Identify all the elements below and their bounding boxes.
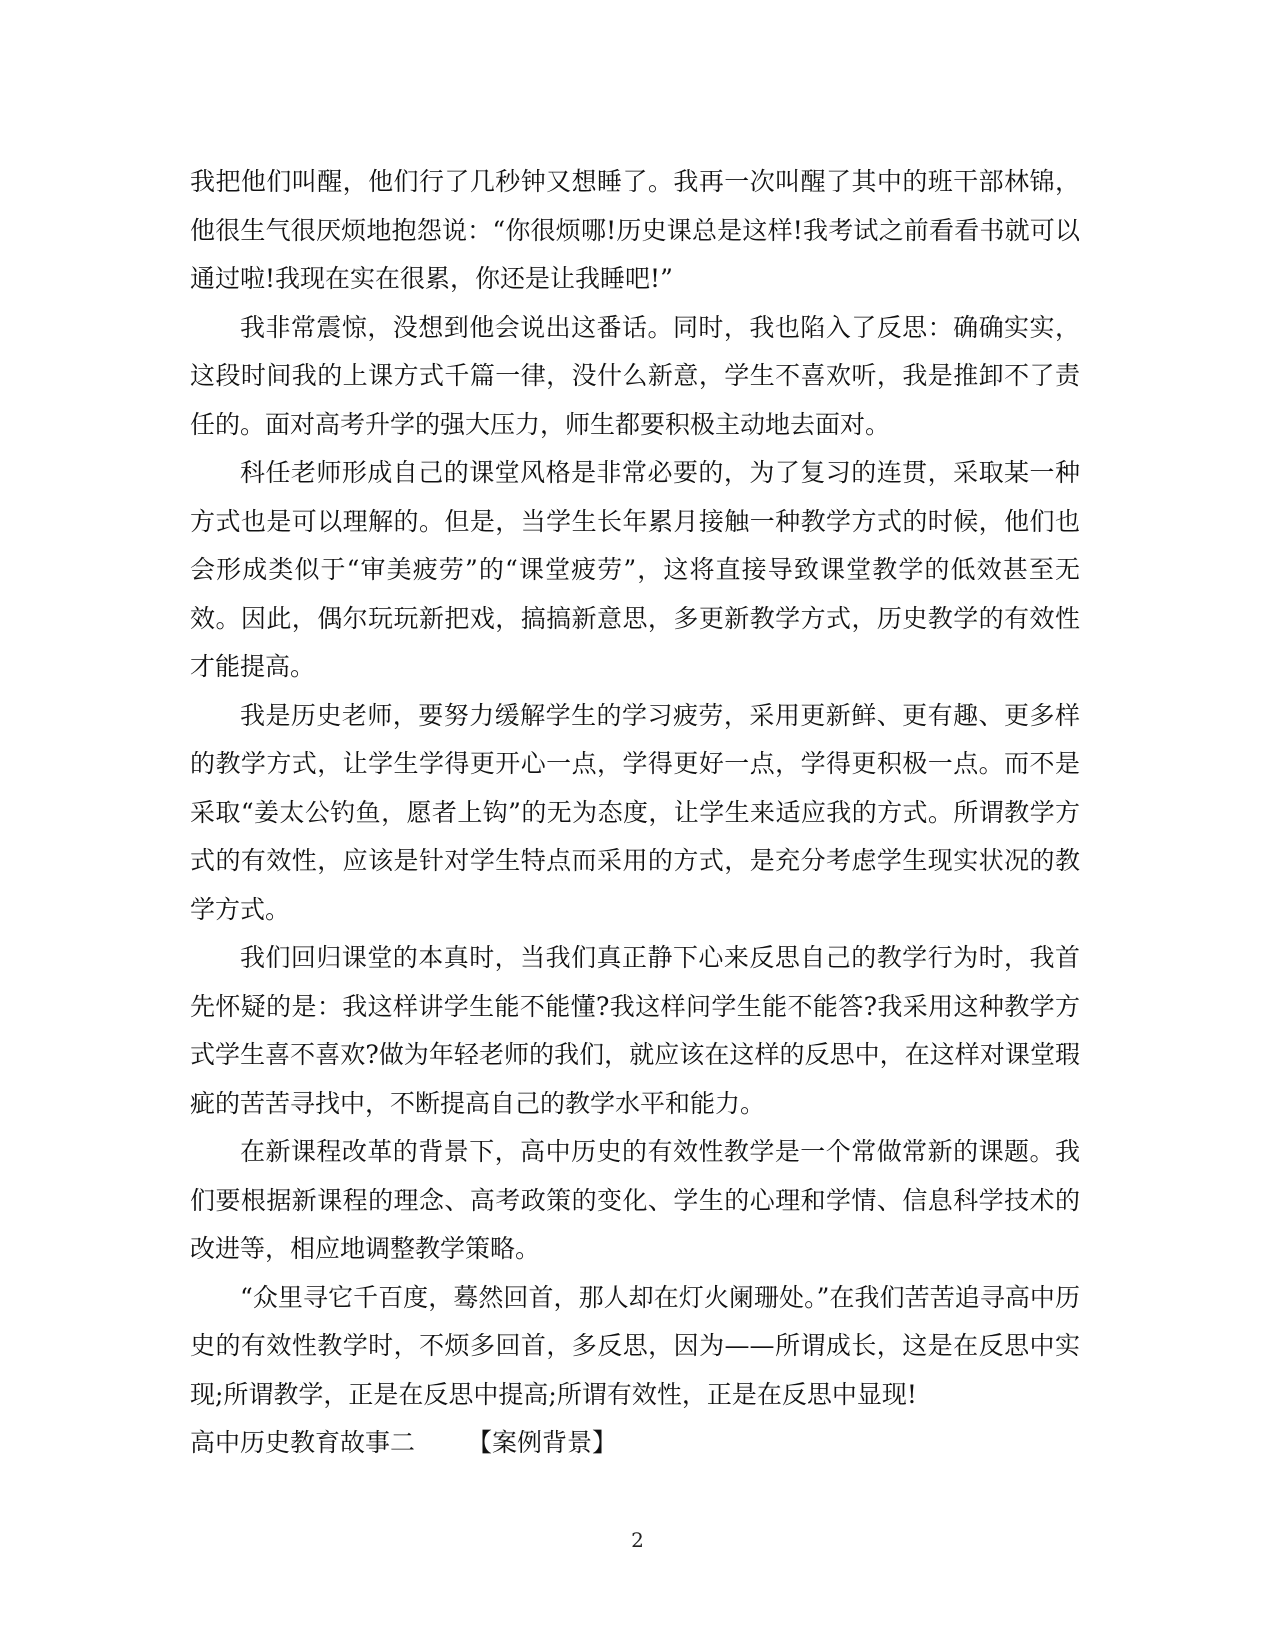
paragraph-6: 在新课程改革的背景下，高中历史的有效性教学是一个常做常新的课题。我们要根据新课程的理念、高考政策的变化、学生的心理和学情、信息科学技术的改进等，相应地调整教学策略。 <box>190 1137 1080 1263</box>
paragraph-1: 我把他们叫醒，他们行了几秒钟又想睡了。我再一次叫醒了其中的班干部林锦，他很生气很厌烦地抱怨说：“你很烦哪!历史课总是这样!我考试之前看看书就可以通过啦!我现在实在很累，你还是让我睡吧!” <box>190 167 1080 293</box>
page-number: 2 <box>631 1528 644 1552</box>
paragraph-3: 科任老师形成自己的课堂风格是非常必要的，为了复习的连贯，采取某一种方式也是可以理解的。但是，当学生长年累月接触一种教学方式的时候，他们也会形成类似于“审美疲劳”的“课堂疲劳”，这将直接导致课堂教学的低效甚至无效。因此，偶尔玩玩新把戏，搞搞新意思，多更新教学方式，历史教学的有效性才能提高。 <box>190 458 1080 681</box>
paragraph-5: 我们回归课堂的本真时，当我们真正静下心来反思自己的教学行为时，我首先怀疑的是：我这样讲学生能不能懂?我这样问学生能不能答?我采用这种教学方式学生喜不喜欢?做为年轻老师的我们，就应该在这样的反思中，在这样对课堂瑕疵的苦苦寻找中，不断提高自己的教学水平和能力。 <box>190 943 1080 1118</box>
section-heading-line <box>190 1419 1080 1468</box>
paragraph-7: “众里寻它千百度，蓦然回首，那人却在灯火阑珊处。”在我们苦苦追寻高中历史的有效性教学时，不烦多回首，多反思，因为——所谓成长，这是在反思中实现;所谓教学，正是在反思中提高;所谓有效性，正是在反思中显现! <box>190 1282 1080 1409</box>
paragraph-4: 我是历史老师，要努力缓解学生的学习疲劳，采用更新鲜、更有趣、更多样的教学方式，让学生学得更开心一点，学得更好一点，学得更积极一点。而不是采取“姜太公钓鱼，愿者上钩”的无为态度，让学生来适应我的方式。所谓教学方式的有效性，应该是针对学生特点而采用的方式，是充分考虑学生现实状况的教学方式。 <box>190 700 1080 924</box>
paragraph-2: 我非常震惊，没想到他会说出这番话。同时，我也陷入了反思：确确实实，这段时间我的上课方式千篇一律，没什么新意，学生不喜欢听，我是推卸不了责任的。面对高考升学的强大压力，师生都要积极主动地去面对。 <box>190 312 1080 439</box>
section-title: 高中历史教育故事二 <box>190 1428 416 1457</box>
document-body <box>190 158 1080 1468</box>
section-label: 【案例背景】 <box>467 1428 618 1457</box>
